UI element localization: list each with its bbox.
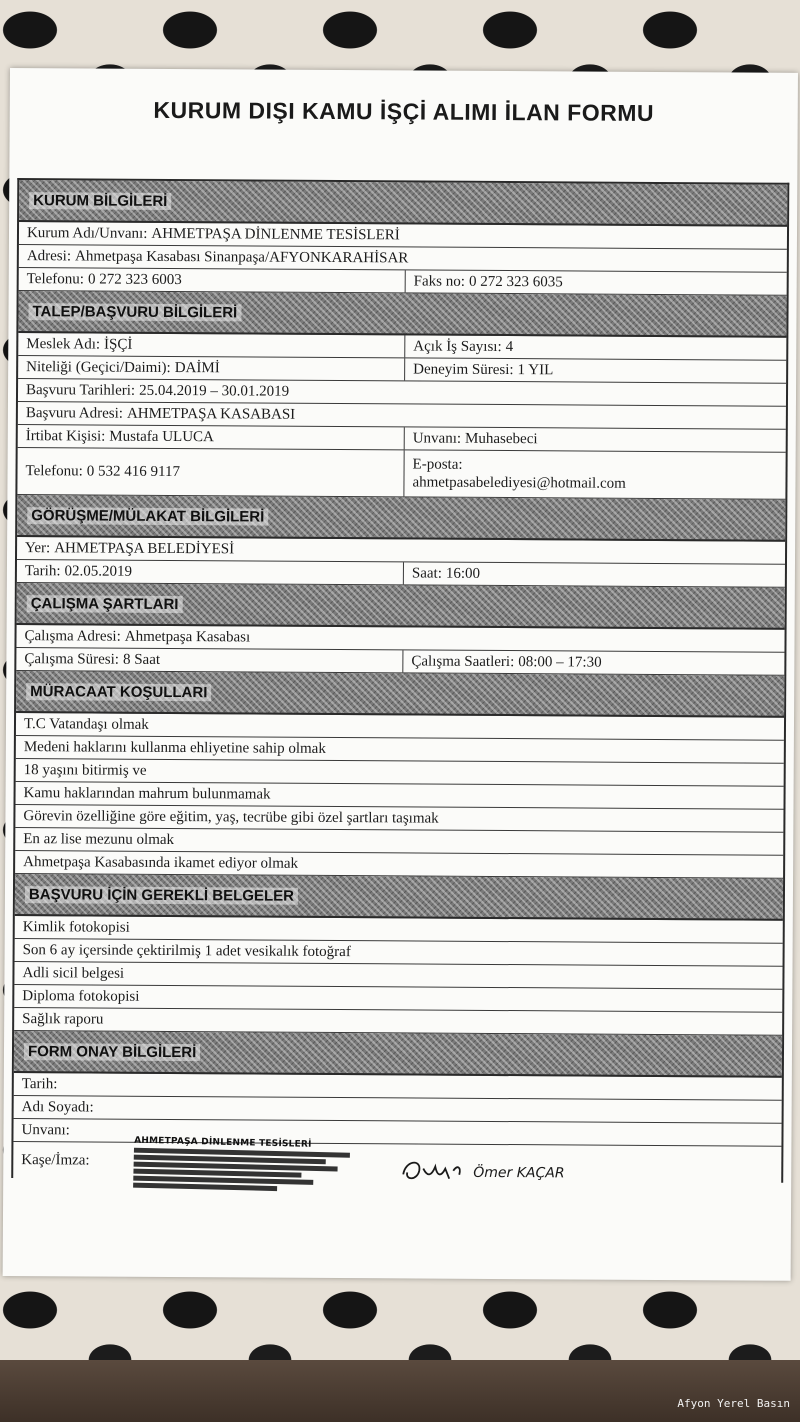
- kurum-faks-label: Faks no:: [413, 273, 466, 290]
- nitelik-value: DAİMİ: [174, 360, 220, 377]
- section-belgeler-header: BAŞVURU İÇİN GEREKLİ BELGELER: [15, 874, 783, 921]
- muracaat-item: T.C Vatandaşı olmak: [16, 713, 784, 741]
- watermark: Afyon Yerel Basın: [677, 1397, 790, 1410]
- talep-tel-value: 0 532 416 9117: [86, 463, 181, 481]
- muracaat-item: Görevin özelliğine göre eğitim, yaş, tecrübe gibi özel şartları taşımak: [15, 805, 783, 833]
- calisma-sure-value: 8 Saat: [122, 651, 161, 668]
- talep-tel-label: Telefonu:: [25, 463, 83, 480]
- official-stamp: AHMETPAŞA DİNLENME TESİSLERİ: [132, 1137, 374, 1233]
- gorusme-yer-value: AHMETPAŞA BELEDİYESİ: [54, 540, 235, 558]
- section-calisma-header: ÇALIŞMA ŞARTLARI: [17, 583, 785, 630]
- gorusme-tarih-label: Tarih:: [24, 563, 61, 580]
- form-paper: [3, 68, 798, 1281]
- form-table: [11, 178, 789, 1183]
- basvuru-adres-label: Başvuru Adresi:: [25, 405, 124, 422]
- kurum-tel-value: 0 272 323 6003: [87, 271, 182, 289]
- muracaat-item: Ahmetpaşa Kasabasında ikamet ediyor olmak: [15, 851, 783, 879]
- kurum-tel-label: Telefonu:: [26, 271, 85, 288]
- deneyim-label: Deneyim Süresi:: [413, 361, 514, 379]
- section-gorusme-header: GÖRÜŞME/MÜLAKAT BİLGİLERİ: [17, 495, 785, 542]
- section-onay-header: FORM ONAY BİLGİLERİ: [14, 1031, 782, 1078]
- belge-item: Kimlik fotokopisi: [15, 916, 783, 944]
- deneyim-value: 1 YIL: [517, 362, 554, 379]
- kurum-faks-value: 0 272 323 6035: [468, 273, 563, 291]
- meslek-label: Meslek Adı:: [26, 336, 101, 353]
- unvan-label: Unvanı:: [412, 430, 462, 447]
- acik-is-label: Açık İş Sayısı:: [413, 338, 502, 356]
- muracaat-item: 18 yaşını bitirmiş ve: [16, 759, 784, 787]
- gorusme-saat-label: Saat:: [411, 565, 442, 582]
- nitelik-label: Niteliği (Geçici/Daimi):: [26, 359, 171, 376]
- kurum-adi-value: AHMETPAŞA DİNLENME TESİSLERİ: [151, 225, 400, 244]
- meslek-value: İŞÇİ: [104, 336, 133, 353]
- muracaat-item: En az lise mezunu olmak: [15, 828, 783, 856]
- iletisim-row: [17, 448, 785, 500]
- muracaat-item: Medeni haklarını kullanma ehliyetine sahip olmak: [16, 736, 784, 764]
- signature-image: [393, 1152, 573, 1189]
- onay-tarih-label: Tarih:: [21, 1076, 58, 1093]
- onay-kase-label: Kaşe/İmza:: [21, 1152, 90, 1169]
- basvuru-tarih-value: 25.04.2019 – 30.01.2019: [139, 382, 290, 400]
- kurum-adi-label: Kurum Adı/Unvanı:: [26, 225, 148, 242]
- calisma-adres-label: Çalışma Adresi:: [24, 628, 121, 645]
- gorusme-saat-value: 16:00: [445, 565, 481, 582]
- kurum-adres-value: Ahmetpaşa Kasabası Sinanpaşa/AFYONKARAHİSAR: [74, 248, 409, 267]
- basvuru-tarih-label: Başvuru Tarihleri:: [25, 382, 136, 399]
- kurum-adres-label: Adresi:: [26, 248, 72, 265]
- unvan-value: Muhasebeci: [465, 430, 538, 448]
- calisma-sure-label: Çalışma Süresi:: [24, 651, 120, 668]
- onay-unvan-label: Unvanı:: [21, 1122, 70, 1139]
- irtibat-label: İrtibat Kişisi:: [25, 428, 106, 445]
- gorusme-yer-label: Yer:: [25, 540, 51, 557]
- irtibat-value: Mustafa ULUCA: [109, 428, 214, 446]
- belge-item: Sağlık raporu: [14, 1008, 782, 1036]
- gorusme-tarih-value: 02.05.2019: [64, 563, 133, 580]
- section-talep-header: TALEP/BAŞVURU BİLGİLERİ: [18, 291, 786, 338]
- section-kurum-header: KURUM BİLGİLERİ: [19, 180, 787, 227]
- onay-adsoyad-label: Adı Soyadı:: [21, 1099, 94, 1116]
- eposta-value: ahmetpasabelediyesi@hotmail.com: [412, 474, 626, 492]
- belge-item: Adli sicil belgesi: [14, 962, 782, 990]
- basvuru-adres-value: AHMETPAŞA KASABASI: [126, 405, 296, 423]
- muracaat-item: Kamu haklarından mahrum bulunmamak: [15, 782, 783, 810]
- belge-item: Diploma fotokopisi: [14, 985, 782, 1013]
- calisma-adres-value: Ahmetpaşa Kasabası: [124, 628, 251, 646]
- calisma-saat-value: 08:00 – 17:30: [518, 654, 602, 671]
- acik-is-value: 4: [505, 339, 514, 356]
- section-muracaat-header: MÜRACAAT KOŞULLARI: [16, 671, 784, 718]
- belge-item: Son 6 ay içersinde çektirilmiş 1 adet vesikalık fotoğraf: [15, 939, 783, 967]
- eposta-label: E-posta:: [412, 456, 463, 473]
- signature-text: Ömer KAÇAR: [473, 1164, 565, 1182]
- calisma-saat-label: Çalışma Saatleri:: [411, 653, 515, 671]
- form-title: KURUM DIŞI KAMU İŞÇİ ALIMI İLAN FORMU: [153, 96, 655, 126]
- floor-strip: [0, 1360, 800, 1422]
